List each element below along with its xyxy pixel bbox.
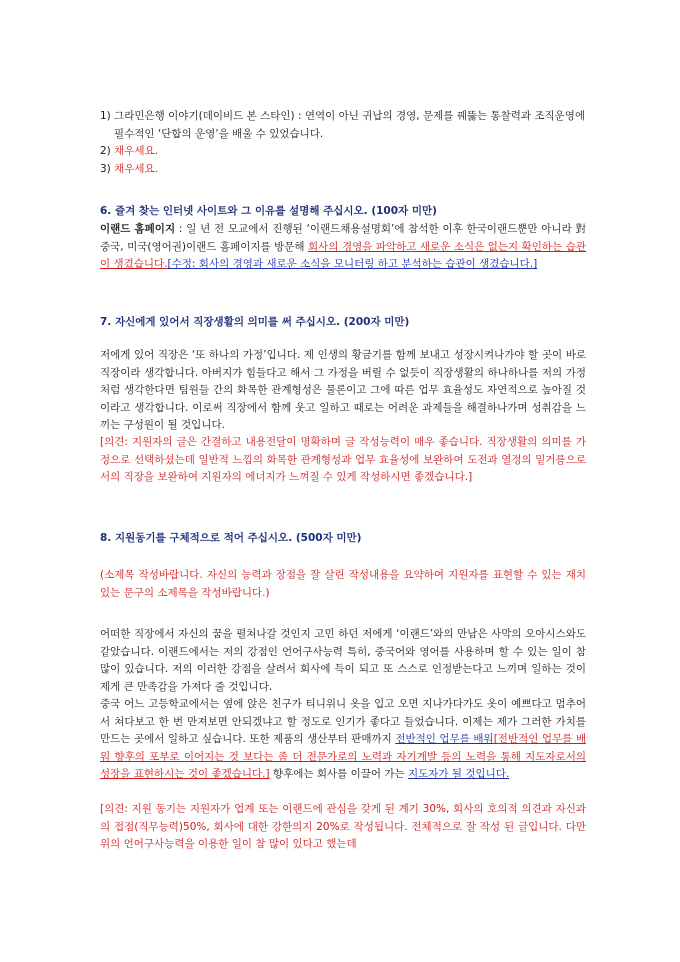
question-8-heading: 8. 지원동기를 구체적으로 적어 주십시오. (500자 미만) xyxy=(100,532,362,544)
subtitle-note: (소제목 작성바랍니다. 자신의 능력과 장점을 잘 살린 작성내용을 요약하여 지원자를 표현할 수 있는 재치 있는 문구의 소제목을 작성바랍니다.) xyxy=(100,569,586,599)
answer-text: 중국 어느 고등학교에서는 옆에 앉은 친구가 티니위니 옷을 입고 오면 지나가다가도 옷이 예쁘다고 멈추어서 쳐다보고 한 번 만져보면 안되겠냐고 할 정도로 인기가 좋다고 들었습니다. 이제는 제가 그러한 가치를 만드는 곳에서 일하고 싶습니다. 또한 제품의 생산부터 판매까지 xyxy=(100,698,586,745)
question-7-answer: 저에게 있어 직장은 ‘또 하나의 가정’입니다. 제 인생의 황금기를 함께 보내고 성장시켜나가야 할 곳이 바로 직장이라 생각합니다. 아버지가 힘들다고 해서 그 가정을 버릴 수 없듯이 직장생활의 하나하나를 저의 가정처럼 생각한다면 팀원들 간의 화목한 관계형성은 물론이고 그에 따른 업무 효율성도 자연적으로 높아질 것이라고 생각합니다. 이로써 직장에서 함께 웃고 일하고 때로는 어려운 과제들을 해결하나가며 성취감을 느끼는 구성원이 될 것입니다. xyxy=(100,349,586,431)
underlined-text: 전반적인 업무를 배워 xyxy=(395,733,494,745)
question-6-answer xyxy=(100,221,586,274)
list-number: 2) xyxy=(100,145,111,157)
question-7-comment: [의견: 지원자의 글은 간결하고 내용전달이 명확하며 글 작성능력이 매우 좋습니다. 직장생활의 의미를 가정으로 선택하셨는데 일반적 느낌의 화목한 관계형성과 업무 효율성에 보완하여 도전과 열정의 밑거름으로서의 직장을 보완하여 지원자의 에너지가 느껴질 수 있게 작성하시면 좋겠습니다.] xyxy=(100,436,586,483)
list-item: 1) 그라민은행 이야기(데이비드 본 스타인) : 연역이 아닌 귀납의 경영, 문제를 꿰뚫는 통찰력과 조직운영에 필수적인 ‘단합의 운영’을 배울 수 있었습니다. xyxy=(100,110,586,140)
placeholder-text: 채우세요. xyxy=(114,162,159,175)
question-8-answer-2 xyxy=(100,696,586,784)
list-number: 3) xyxy=(100,162,111,175)
list-item xyxy=(100,143,586,161)
question-6-heading: 6. 즐겨 찾는 인터넷 사이트와 그 이유를 설명해 주십시오. (100자 미만) xyxy=(100,205,437,217)
edit-note: [수정: 회사의 경영과 새로운 소식을 모니터링 하고 분석하는 습관이 생겼습니다.] xyxy=(167,258,538,270)
underlined-text: 회사의 경영을 파악하고 새로운 소식은 없는지 확인하는 습관이 생겼습니다. xyxy=(100,240,586,270)
question-8-answer-1: 어떠한 직장에서 자신의 꿈을 펼쳐나갈 것인지 고민 하던 저에게 ‘이랜드’와의 만남은 사막의 오아시스와도 같았습니다. 이랜드에서는 저의 강점인 언어구사능력 특히, 중국어와 영어를 사용하며 할 수 있는 일이 참 많이 있습니다. 저의 이러한 강점을 살려서 회사에 득이 되고 또 스스로 인정받는다고 느끼며 일하는 것이 제게 큰 만족감을 가져다 줄 것입니다. xyxy=(100,628,586,693)
placeholder-text: 채우세요. xyxy=(114,145,159,157)
edit-note: [전반적인 업무를 배워 향후의 포부로 이어지는 것 보다는 좀 더 전문가로의 노력과 자기계발 등의 노력을 통해 지도자로서의 성장을 표현하시는 것이 좋겠습니다.] xyxy=(100,733,586,780)
answer-text: : 일 년 전 모교에서 진행된 ‘이랜드채용설명회’에 참석한 이후 한국이랜드뿐만 아니라 對중국, 미국(영어권)이랜드 홈페이지를 방문해 xyxy=(100,223,586,253)
question-7-heading: 7. 자신에게 있어서 직장생활의 의미를 써 주십시오. (200자 미만) xyxy=(100,316,410,328)
list-item xyxy=(100,161,586,179)
answer-text: 향후에는 회사를 이끌어 가는 xyxy=(269,768,408,780)
book-list xyxy=(100,108,586,178)
question-8-comment: [의견: 지원 동기는 지원자가 업계 또는 이랜드에 관심을 갖게 된 계기 30%, 회사의 호의적 의견과 자신과의 접점(직무능력)50%, 회사에 대한 강한의지 20%로 작성됩니다. 전체적으로 잘 작성 된 글입니다. 다만 위의 언어구사능력을 이용한 일이 참 많이 있다고 했는데 xyxy=(100,803,586,850)
site-label: 이랜드 홈페이지 xyxy=(100,223,176,235)
underlined-text: 지도자가 될 것입니다. xyxy=(408,768,510,780)
